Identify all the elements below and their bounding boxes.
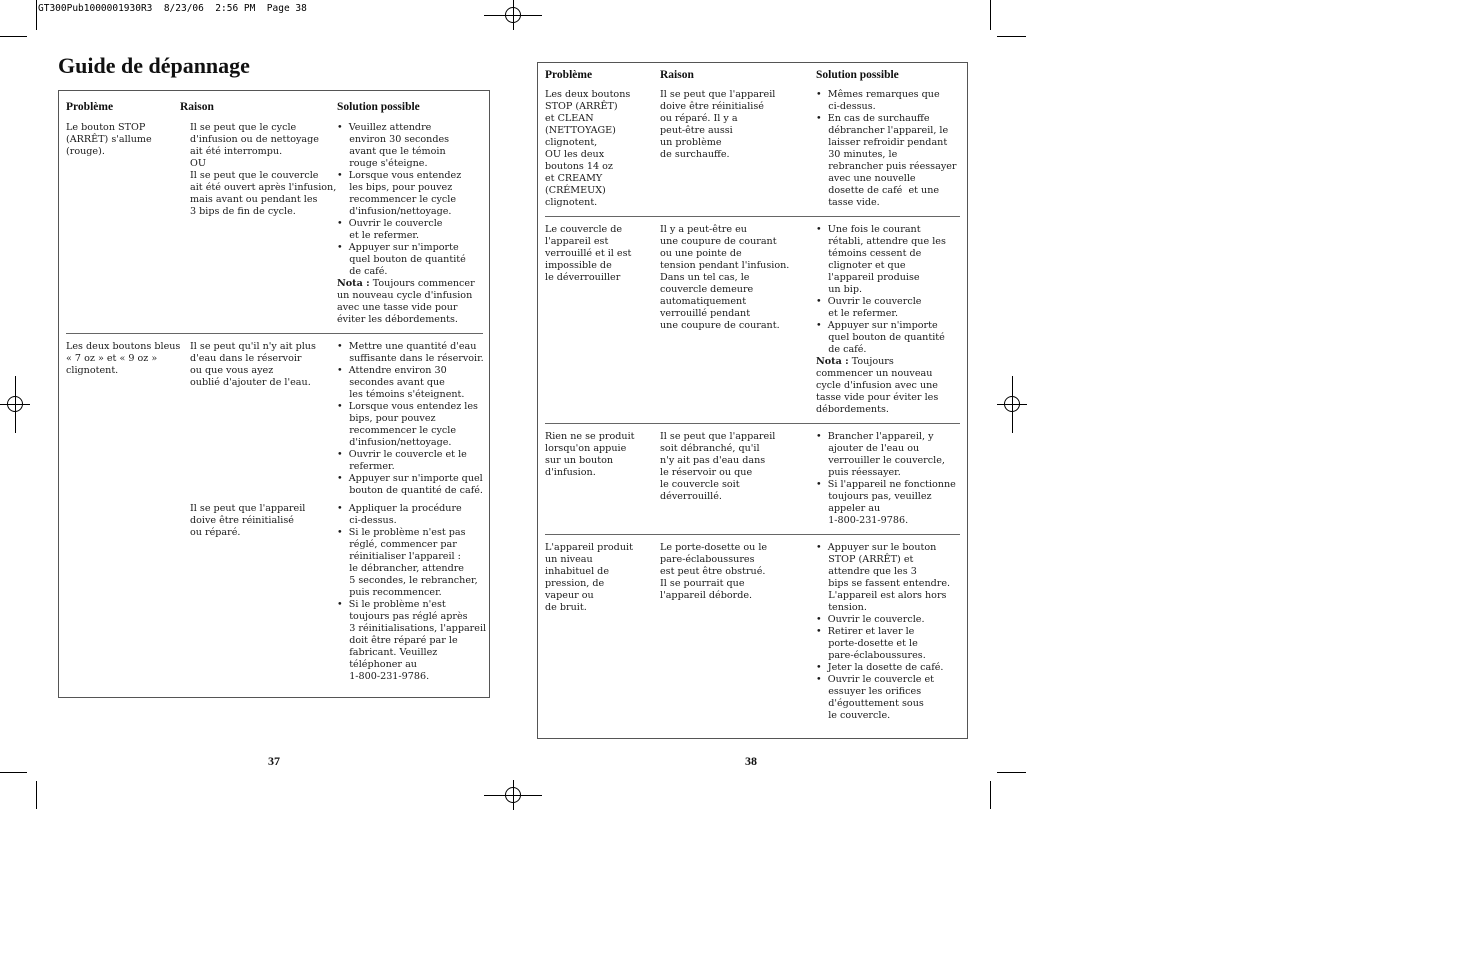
problem-cell: Le couvercle de l'appareil est verrouillé et il est impossible de le déverrouiller xyxy=(545,224,632,283)
reason-cell: Il se peut que l'appareil doive être réinitialisé ou réparé. Il y a peut-être aussi un problème de surchauffe. xyxy=(660,89,776,160)
solution-cell: • Mettre une quantité d'eau suffisante dans le réservoir. • Attendre environ 30 secondes avant que les témoins s'éteignent. • Lorsque vous entendez les bips, pour pouvez recommencer le cycle d'infusion/nettoyage. • Ouvrir le couvercle et le refermer. • Appuyer sur n'importe quel bouton de quantité de café. xyxy=(337,341,484,496)
column-header-reason: Raison xyxy=(660,69,694,81)
solution-cell: • Mêmes remarques que ci-dessus. • En cas de surchauffe débrancher l'appareil, le laisser refroidir pendant 30 minutes, le rebrancher puis réessayer avec une nouvelle dosette de café et une tasse vide. xyxy=(816,89,957,208)
crop-mark xyxy=(997,36,1026,37)
page-title: Guide de dépannage xyxy=(58,53,250,78)
reason-cell: Il se peut que l'appareil doive être réinitialisé ou réparé. xyxy=(190,503,306,538)
crop-mark xyxy=(997,772,1026,773)
registration-mark xyxy=(15,376,16,433)
crop-mark xyxy=(0,772,27,773)
problem-cell: Les deux boutons STOP (ARRÊT) et CLEAN (NETTOYAGE) clignotent, OU les deux boutons 14 oz et CREAMY (CRÉMEUX) clignotent. xyxy=(545,89,631,208)
row-divider xyxy=(545,534,960,535)
reason-cell: Il se peut qu'il n'y ait plus d'eau dans le réservoir ou que vous ayez oublié d'ajouter de l'eau. xyxy=(190,341,316,388)
row-divider xyxy=(545,216,960,217)
troubleshooting-table-right xyxy=(537,62,968,739)
reason-cell: Il y a peut-être eu une coupure de courant ou une pointe de tension pendant l'infusion. Dans un tel cas, le couvercle demeure automatiquement verrouillé pendant une coupure de courant. xyxy=(660,224,790,331)
row-divider xyxy=(66,333,483,334)
crop-mark xyxy=(36,781,37,809)
note-text: Toujours commencer un nouveau cycle d'infusion avec une tasse vide pour éviter les débordements. xyxy=(816,356,939,415)
solution-cell: • Brancher l'appareil, y ajouter de l'eau ou verrouiller le couvercle, puis réessayer. • Si l'appareil ne fonctionne toujours pas, veuillez appeler au 1-800-231-9786. xyxy=(816,431,956,526)
problem-cell: Rien ne se produit lorsqu'on appuie sur un bouton d'infusion. xyxy=(545,431,635,478)
note-cell xyxy=(816,356,938,416)
crop-mark xyxy=(36,0,37,30)
row-divider xyxy=(545,423,960,424)
problem-cell: L'appareil produit un niveau inhabituel de pression, de vapeur ou de bruit. xyxy=(545,542,633,613)
registration-mark xyxy=(513,0,514,30)
page-number-right: 38 xyxy=(745,754,757,768)
registration-mark xyxy=(513,780,514,810)
print-slug: GT300Pub1000001930R3 8/23/06 2:56 PM Page 38 xyxy=(38,3,307,14)
reason-cell: Le porte-dosette ou le pare-éclaboussures est peut être obstrué. Il se pourrait que l'appareil déborde. xyxy=(660,542,768,601)
column-header-problem: Problème xyxy=(66,101,114,113)
troubleshooting-table-left xyxy=(58,90,490,698)
note-label: Nota : xyxy=(816,356,849,367)
problem-cell: Les deux boutons bleus « 7 oz » et « 9 oz » clignotent. xyxy=(66,341,181,376)
note-text: Toujours commencer un nouveau cycle d'infusion avec une tasse vide pour éviter les débordements. xyxy=(337,278,475,325)
column-header-problem: Problème xyxy=(545,69,593,81)
column-header-reason: Raison xyxy=(180,101,214,113)
registration-mark xyxy=(1012,376,1013,433)
solution-cell: • Appuyer sur le bouton STOP (ARRÊT) et attendre que les 3 bips se fassent entendre. L'appareil est alors hors tension. • Ouvrir le couvercle. • Retirer et laver le porte-dosette et le pare-éclaboussures. • Jeter la dosette de café. • Ouvrir le couvercle et essuyer les orifices d'égouttement sous le couvercle. xyxy=(816,542,951,721)
solution-cell: • Veuillez attendre environ 30 secondes avant que le témoin rouge s'éteigne. • Lorsque vous entendez les bips, pour pouvez recommencer le cycle d'infusion/nettoyage. • Ouvrir le couvercle et le refermer. • Appuyer sur n'importe quel bouton de quantité de café. xyxy=(337,122,466,277)
solution-cell: • Appliquer la procédure ci-dessus. • Si le problème n'est pas réglé, commencer par réinitialiser l'appareil : le débrancher, attendre 5 secondes, le rebrancher, puis recommencer. • Si le problème n'est toujours pas réglé après 3 réinitialisations, l'appareil doit être réparé par le fabricant. Veuillez téléphoner au 1-800-231-9786. xyxy=(337,503,487,682)
note-label: Nota : xyxy=(337,278,370,289)
reason-cell: Il se peut que le cycle d'infusion ou de nettoyage ait été interrompu. OU Il se peut que le couvercle ait été ouvert après l'infusion, mais avant ou pendant les 3 bips de fin de cycle. xyxy=(190,122,337,217)
crop-mark xyxy=(990,0,991,30)
crop-mark xyxy=(0,36,27,37)
problem-cell: Le bouton STOP (ARRÊT) s'allume (rouge). xyxy=(66,122,152,157)
solution-cell: • Une fois le courant rétabli, attendre que les témoins cessent de clignoter et que l'appareil produise un bip. • Ouvrir le couvercle et le refermer. • Appuyer sur n'importe quel bouton de quantité de café. xyxy=(816,224,946,355)
note-cell xyxy=(337,278,475,326)
reason-cell: Il se peut que l'appareil soit débranché, qu'il n'y ait pas d'eau dans le réservoir ou que le couvercle soit déverrouillé. xyxy=(660,431,776,502)
crop-mark xyxy=(990,781,991,809)
column-header-solution: Solution possible xyxy=(816,69,899,81)
page-number-left: 37 xyxy=(268,754,280,768)
column-header-solution: Solution possible xyxy=(337,101,420,113)
